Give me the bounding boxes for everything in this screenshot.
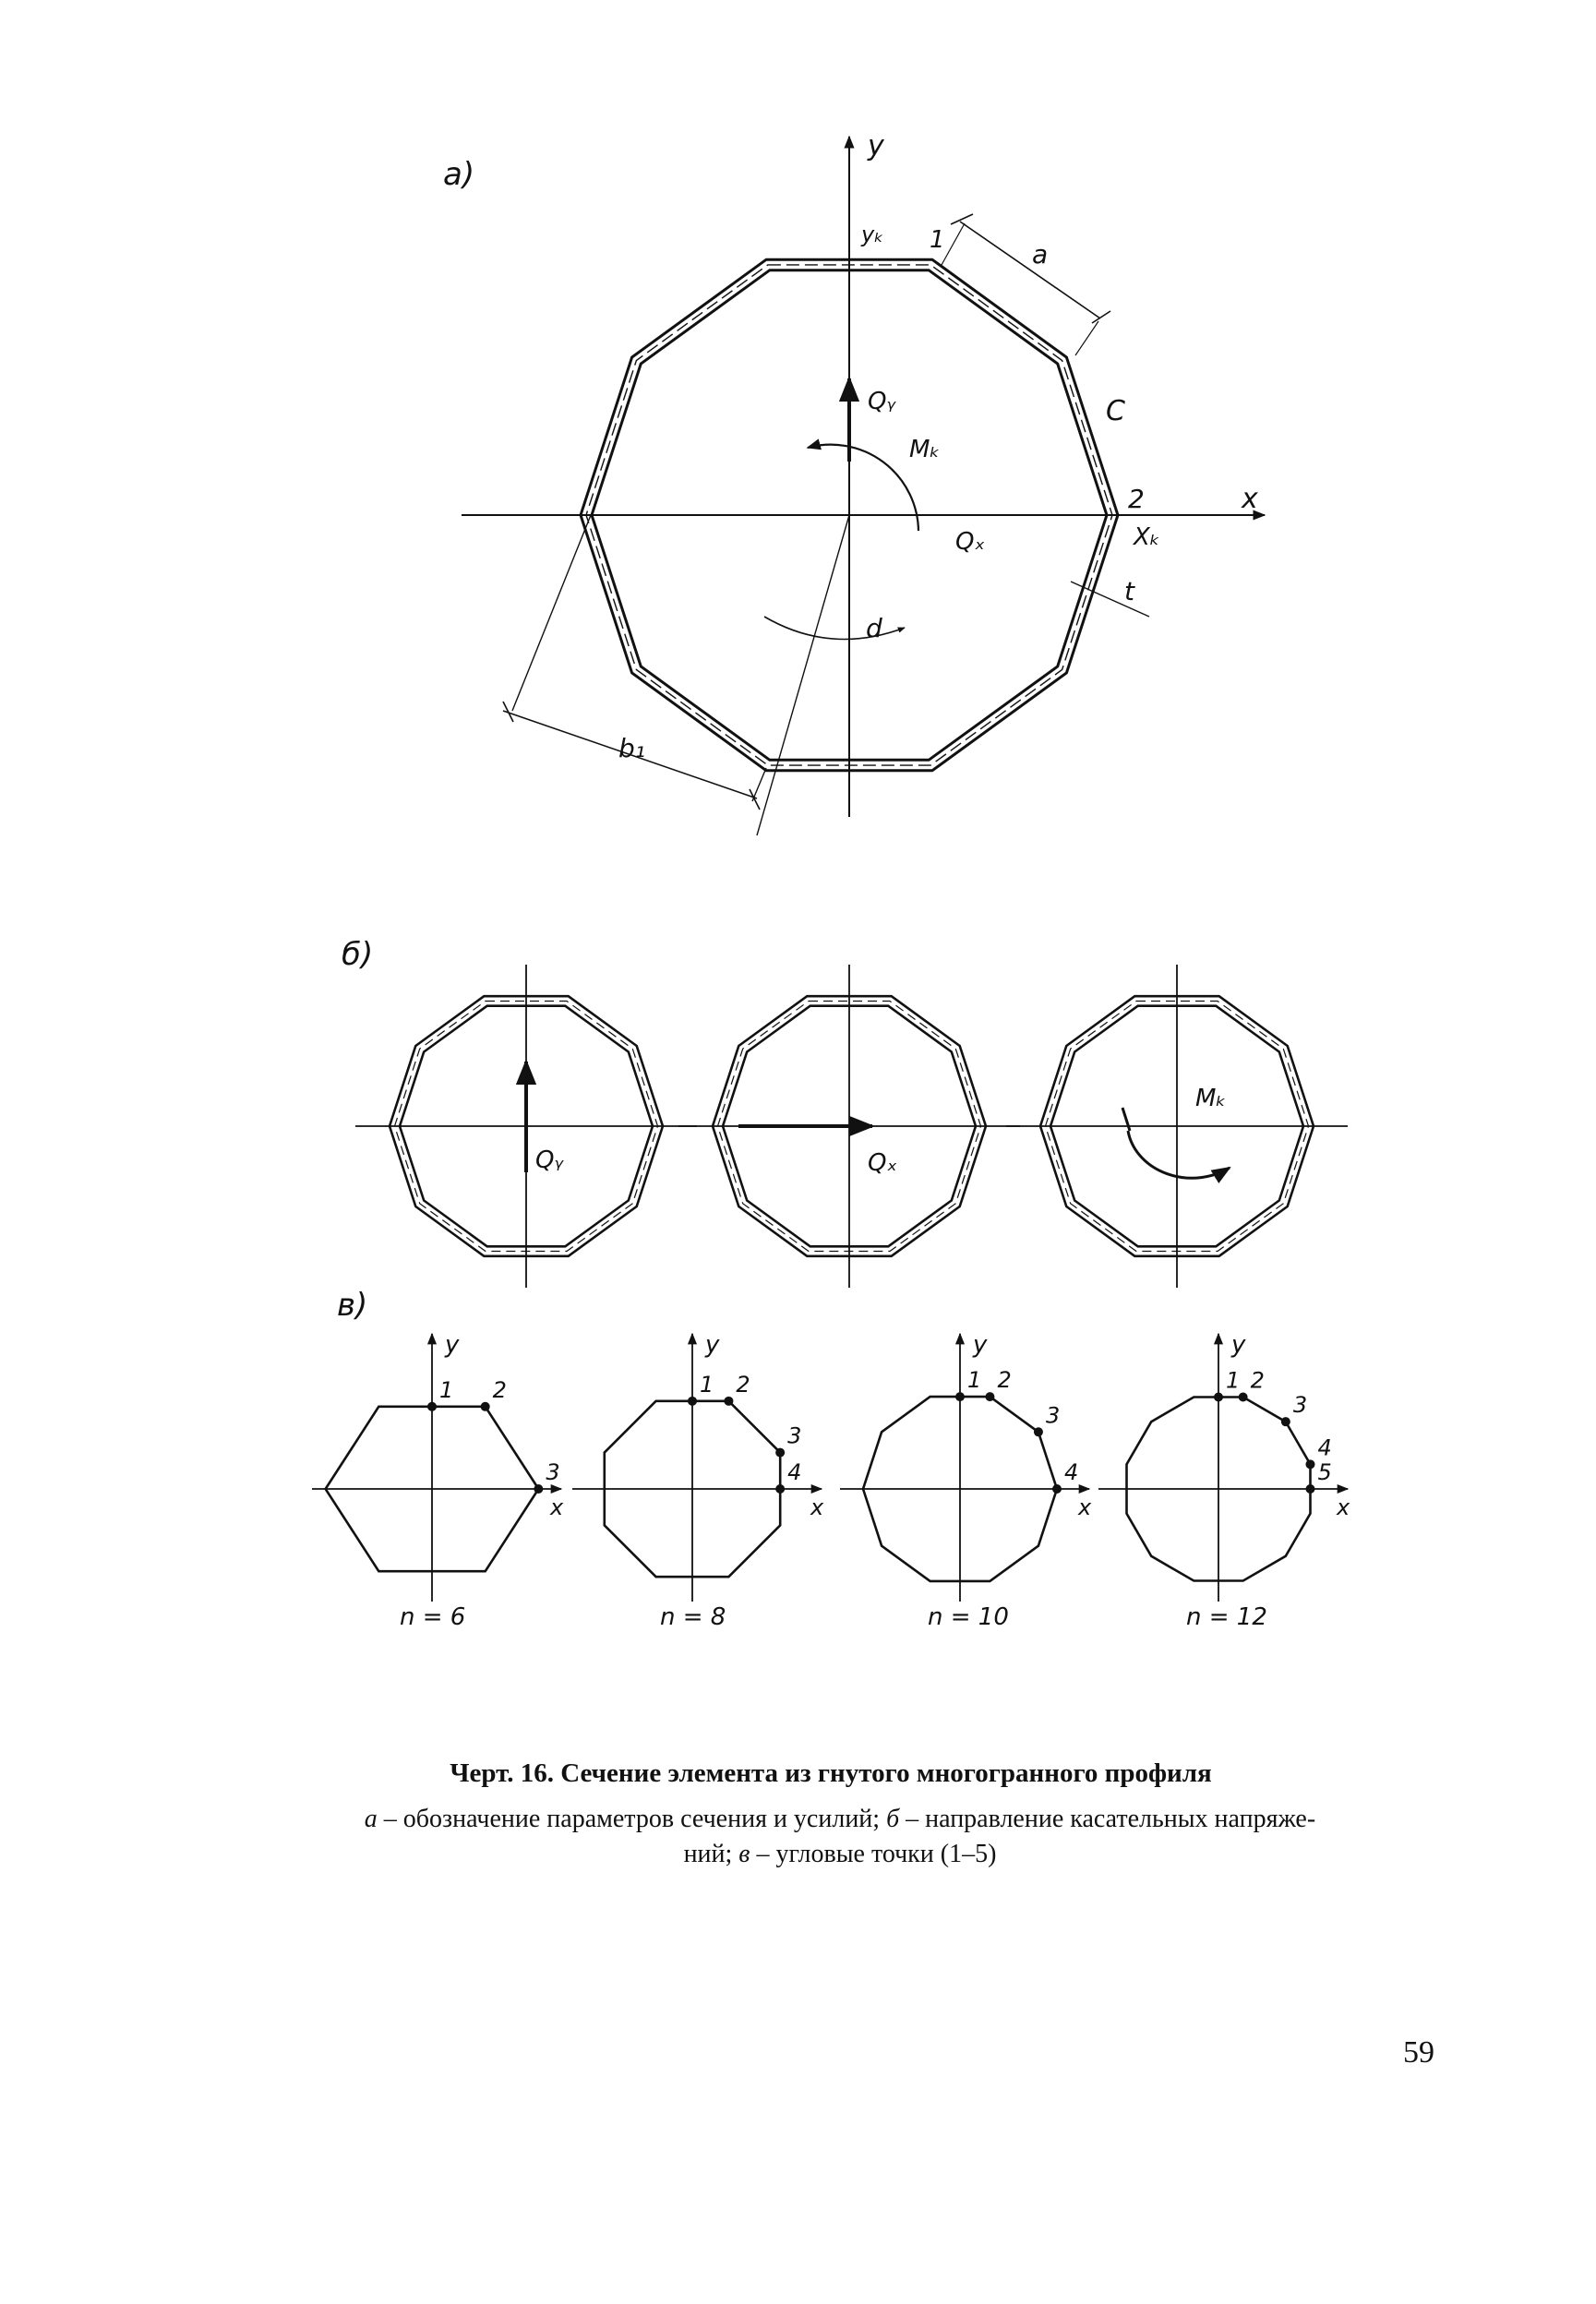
label-moment-mk-b: Mₖ [1195, 1085, 1227, 1112]
label-dim-a: a [1032, 239, 1049, 270]
dimension-d [757, 515, 905, 835]
axis-x-label: x [1078, 1494, 1092, 1520]
corner-point-1 [427, 1402, 437, 1411]
corner-label-3: 3 [546, 1459, 560, 1485]
corner-point-3 [775, 1448, 785, 1458]
corner-label-1: 1 [700, 1371, 714, 1398]
label-yk: yₖ [861, 222, 884, 247]
corner-polygon-3 [840, 1331, 1092, 1631]
corner-label-1: 1 [439, 1376, 454, 1403]
panel-v-polygons [312, 1331, 1350, 1631]
caption-text-v: – угловые точки (1–5) [750, 1840, 997, 1868]
moment-mk-arrow [808, 445, 918, 531]
corner-polygon-2 [572, 1331, 824, 1631]
label-corner-2: 2 [1128, 484, 1145, 514]
corner-point-5 [1305, 1484, 1314, 1494]
label-dim-t: t [1124, 576, 1134, 606]
corner-point-4 [1305, 1459, 1314, 1469]
caption-key-a: а [364, 1805, 378, 1833]
dimension-t [1071, 582, 1149, 617]
axis-y-label: y [445, 1331, 460, 1359]
corner-point-2 [481, 1402, 490, 1411]
corner-label-4: 4 [1317, 1434, 1332, 1461]
corner-point-4 [1052, 1484, 1062, 1494]
label-xk: Xₖ [1134, 523, 1160, 551]
caption-text-a: – обозначение параметров сечения и усилий; [377, 1805, 887, 1833]
axis-x-label: x [810, 1494, 824, 1520]
corner-point-3 [1281, 1417, 1290, 1426]
caption-body [203, 1802, 1477, 1872]
panel-v [312, 1287, 1350, 1631]
corner-label-5: 5 [1317, 1459, 1332, 1485]
corner-point-1 [1214, 1393, 1223, 1402]
corner-polygon-1 [312, 1331, 564, 1631]
axis-y-label: y [868, 130, 884, 162]
corner-label-3: 3 [1045, 1402, 1061, 1429]
corner-point-1 [955, 1392, 965, 1401]
corner-label-3: 3 [787, 1422, 802, 1449]
label-force-qx: Qₓ [955, 528, 986, 556]
caption-title: Черт. 16. Сечение элемента из гнутого многогранного профиля [450, 1758, 1212, 1788]
corner-label-2: 2 [492, 1376, 507, 1403]
axis-x-label: x [1337, 1494, 1350, 1520]
panel-b-label: б) [342, 936, 374, 973]
corner-point-2 [724, 1397, 733, 1406]
label-moment-mk: Mₖ [909, 436, 941, 463]
panel-a-label: а) [443, 156, 475, 193]
label-force-qx-b: Qₓ [868, 1149, 898, 1177]
corner-point-3 [1034, 1427, 1043, 1436]
axis-y-label: y [973, 1331, 988, 1359]
axis-y-label: y [1231, 1331, 1246, 1359]
panel-b [342, 936, 1348, 1288]
panel-a [443, 130, 1265, 835]
corner-point-1 [688, 1397, 697, 1406]
caption-key-v: в [738, 1840, 750, 1868]
corner-point-2 [985, 1392, 994, 1401]
corner-label-3: 3 [1292, 1392, 1308, 1419]
panel-v-label: в) [337, 1287, 368, 1324]
label-corner-1: 1 [930, 226, 945, 254]
corner-label-2: 2 [997, 1367, 1012, 1394]
label-force-qy: Qᵧ [868, 388, 896, 415]
caption-text-pre: ний; [683, 1840, 739, 1868]
corner-label-2: 2 [1250, 1367, 1265, 1394]
corner-label-4: 4 [787, 1459, 802, 1485]
axis-x-label: x [1242, 483, 1258, 515]
corner-label-4: 4 [1064, 1459, 1079, 1485]
polygon-n-label: n = 8 [660, 1603, 726, 1631]
axis-x-label: x [550, 1494, 564, 1520]
corner-point-4 [775, 1484, 785, 1494]
axis-y-label: y [705, 1331, 720, 1359]
label-force-qy-b: Qᵧ [535, 1146, 564, 1174]
corner-label-1: 1 [967, 1367, 982, 1394]
page-number: 59 [1403, 2035, 1434, 2070]
polygon-n-label: n = 6 [400, 1603, 466, 1631]
label-dim-b1: b₁ [618, 733, 645, 763]
caption-text-b: – направление касательных напряже- [899, 1805, 1316, 1833]
moment-mk-arrow-b [1122, 1108, 1230, 1178]
corner-polygon-4 [1098, 1331, 1350, 1631]
corner-label-1: 1 [1226, 1367, 1241, 1394]
label-dim-d: d [866, 613, 882, 643]
label-point-c: C [1106, 395, 1125, 427]
corner-point-2 [1239, 1393, 1248, 1402]
corner-point-3 [534, 1484, 543, 1494]
corner-label-2: 2 [736, 1371, 750, 1398]
polygon-n-label: n = 10 [928, 1603, 1009, 1631]
polygon-n-label: n = 12 [1186, 1603, 1267, 1631]
stress-diagram-3 [1006, 965, 1348, 1288]
caption-key-b: б [886, 1805, 900, 1833]
